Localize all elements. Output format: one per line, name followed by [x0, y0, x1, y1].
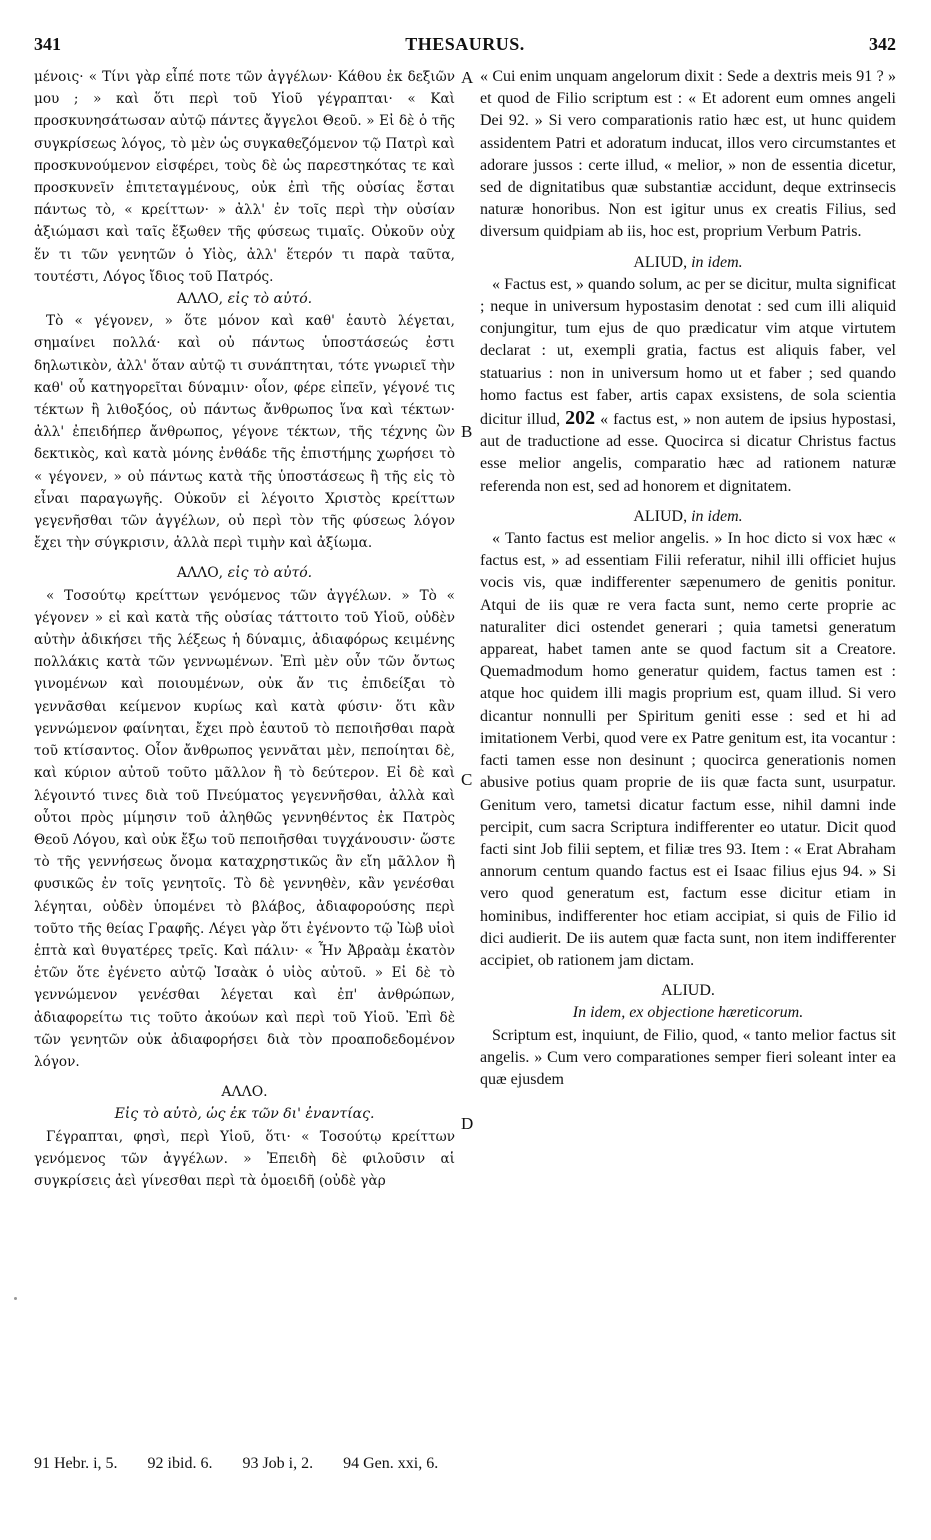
greek-paragraph: μένοις· « Τίνι γὰρ εἶπέ ποτε τῶν ἀγγέλων· Κάθου ἐκ δεξιῶν μου ; » καὶ ὅτι περὶ τοῦ Υἱοῦ γέγραπται· « Καὶ προσκυνησάτωσαν αὐτῷ πάντες ἄγγελοι Θεοῦ. » Εἰ δὲ ὁ τῆς συγκρίσεως λόγος, τὸ μὲν ὡς συγκαθεζόμενον τῷ Πατρὶ καὶ προσκυνούμενον εἰσφέρει, τοὺς δὲ ὡς παρεστηκότας τε καὶ προσκυνεῖν ἐπιτεταγμένους, οὐκ ἐπὶ τῆς οὐσίας ἔσται πάντως τὸ, « κρείττων· » ἀλλ' ἐν τοῖς περὶ τὴν οὐσίαν ἀξιώμασι καὶ ταῖς ἔξωθεν τῆς φύσεως τιμαῖς. Οὐκοῦν οὐχ ἕν τι τῶν γενητῶν ὁ Υἱὸς, ἀλλ' ἕτερόν τι παρὰ ταῦτα, τουτέστι, Λόγος ἴδιος τοῦ Πατρός. [34, 69, 455, 285]
footnote: 92 ibid. 6. [147, 1455, 213, 1472]
footnotes [34, 1455, 734, 1473]
latin-heading [480, 252, 896, 274]
greek-section-2 [34, 288, 455, 554]
inline-page-number: 202 [565, 407, 596, 430]
greek-paragraph: « Τοσούτῳ κρείττων γενόμενος τῶν ἀγγέλων. » Τὸ « γέγονεν » εἰ καὶ κατὰ τῆς οὐσίας τάττοιτο τοῦ Υἱοῦ, οὐδὲν αὐτὴν ἀδικήσει τῆς λέξεως ἡ δύναμις, ἀδιαφόρως κειμένης πολλάκις κατὰ τῶν γεννωμένων. Ἐπὶ μὲν οὖν τῶν ὄντως γινομένων καὶ ποιουμένων, οὐκ ἄν τις ἐπιδείξαι τὸ γεννᾶσθαι κείμενον κυρίως καὶ κατὰ φύσιν· ὅτι κἂν γεννώμενον φαίνηται, ἔχει πρὸ ἑαυτοῦ τὸ πεποιῆσθαι παρὰ τοῦ κτίσαντος. Οἷον ἄνθρωπος γεννᾶται μὲν, πεποίηται δὲ, καὶ κύριον αὐτοῦ τοῦτο μᾶλλον ἢ τὸ δεύτερον. Εἰ δὲ καὶ λέγοιντό τινες διὰ τοῦ Πνεύματος γεγεννῆσθαι, ἀλλὰ καὶ οὗτοι πρὸς μίμησιν τοῦ ἀληθῶς γεννηθέντος ἐκ Πατρὸς Θεοῦ Λόγου, καὶ οὐκ ἔξω τοῦ πεποιῆσθαι τυγχάνουσιν· ὥστε τὸ τῆς γεννήσεως ὄνομα καταχρηστικῶς ἂν εἴη μᾶλλον ἢ φυσικῶς ἐν τοῖς γενητοῖς. Τὸ δὲ γεννηθὲν, κἂν γενέσθαι λέγηται, οὐδὲν ὑπομένει τὸ βλάβος, ἀδιαφορούσης περὶ τοῦτο τῆς θείας Γραφῆς. Λέγει γὰρ ὅτι ἐγένοντο τῷ Ἰὼβ υἱοὶ ἑπτὰ καὶ θυγατέρες τρεῖς. Καὶ πάλιν· « Ἦν Ἀβραὰμ ἑκατὸν ἐτῶν ὅτε ἐγένετο αὐτῷ Ἰσαὰκ ὁ υἱὸς αὐτοῦ. » Εἰ δὲ τὸ γεννώμενον γενέσθαι λέγεται καὶ ἐπ' ἀνθρώπων, ἀδιαφορείτω τις τοῦτο ἀκούων καὶ περὶ τοῦ Υἱοῦ. Ἐπὶ δὲ τῶν γενητῶν οὐκ ἀδιαφορήσει διὰ τὸν προαποδεδομένον λόγον. [34, 587, 455, 1070]
greek-heading: ΑΛΛΟ. [221, 1084, 268, 1101]
margin-marker-a: A [461, 68, 474, 87]
footnote: 91 Hebr. i, 5. [34, 1455, 118, 1472]
greek-heading-italic: εἰς τὸ αὐτό. [227, 291, 313, 308]
latin-section-2 [480, 252, 896, 498]
greek-subheading: Εἰς τὸ αὐτὸ, ὡς ἐκ τῶν δι' ἐναντίας. [114, 1106, 375, 1123]
greek-section-4 [34, 1081, 455, 1192]
latin-section-4 [480, 980, 896, 1091]
greek-heading [34, 562, 455, 584]
greek-heading-main: ΑΛΛΟ, [176, 565, 224, 582]
greek-heading [34, 288, 455, 310]
greek-section-3 [34, 562, 455, 1073]
print-speck [14, 1297, 17, 1300]
latin-paragraph: Scriptum est, inquiunt, de Filio, quod, « tanto melior factus sit angelis. » Cum vero comparationes semper fieri soleant inter ea quæ ejusdem [480, 1026, 896, 1088]
latin-paragraph [480, 274, 896, 498]
latin-heading-italic: in idem. [691, 507, 743, 525]
latin-heading-main: ALIUD, [633, 253, 688, 271]
latin-paragraph-part-b: « factus est, » non autem de ipsius hypostasi, aut de traductione ad esse. Quocirca si dicatur Christus factus esse melior angelis, comparatio hæc ad rationem naturæ referenda non est, sed ad honorem et dignitatem. [480, 411, 897, 495]
greek-section-1 [34, 66, 455, 288]
footnote: 93 Job i, 2. [242, 1455, 314, 1472]
margin-marker-b: B [461, 422, 473, 441]
greek-heading-italic: εἰς τὸ αὐτό. [227, 565, 313, 582]
margin-marker-d: D [461, 1114, 474, 1133]
page-number-right: 342 [869, 34, 896, 54]
latin-subheading: In idem, ex objectione hæreticorum. [572, 1004, 804, 1022]
latin-section-3 [480, 506, 896, 972]
footnote: 94 Gen. xxi, 6. [343, 1455, 439, 1472]
latin-paragraph: « Cui enim unquam angelorum dixit : Sede a dextris meis 91 ? » et quod de Filio scriptum est : « Et adorent eum omnes angeli Dei 92. » Si vero comparationis ratio hæc est, ut hunc quidem assidentem Patri et adoratum inducat, illos vero circumstantes et adorare jussos : certe illud, « melior, » non de essentia dicetur, sed de dignitatibus quæ substantiæ accidunt, deque extrinsecis naturæ honoribus. Non est igitur unus ex creatis Filius, sed diversum quidpiam ab iis, hoc est, proprium Verbum Patris. [480, 68, 896, 241]
greek-paragraph: Γέγραπται, φησὶ, περὶ Υἱοῦ, ὅτι· « Τοσούτῳ κρείττων γενόμενος τῶν ἀγγέλων. » Ἐπειδὴ δὲ φιλοῦσιν αἱ συγκρίσεις ἀεὶ γίνεσθαι περὶ τὰ ὁμοειδῆ (οὐδὲ γὰρ [34, 1128, 455, 1189]
latin-column [480, 66, 896, 1091]
latin-heading: ALIUD. [661, 982, 715, 1000]
greek-column [34, 66, 455, 1192]
margin-marker-c: C [461, 770, 473, 789]
latin-section-1 [480, 66, 896, 244]
latin-paragraph-part-a: « Factus est, » quando solum, ac per se dicitur, multa significat ; neque in universum hypostasim denotat : sed cum illi aliquid conjungitur, tum ejus de quo prædicatur vim atque virtutem declarat : ut, exempli gratia, factus est aliquis faber, vel statuarius : non in universum homo ut et faber ; sed quando homo factus est faber, artis capax exsistens, de sola scientia dicitur illud, [480, 275, 896, 429]
latin-heading-italic: in idem. [691, 253, 743, 271]
running-head [34, 34, 896, 58]
greek-heading-main: ΑΛΛΟ, [176, 291, 224, 308]
page-number-left: 341 [34, 34, 61, 54]
latin-heading [480, 506, 896, 528]
latin-paragraph: « Tanto factus est melior angelis. » In hoc dicto si vox hæc « factus est, » ad essentiam Filii referatur, nihil illi officiet hujus vocis vis, quæ indifferenter sæpenumero de genitis ponitur. Atqui de iis quæ re vera facta sunt, nemo certe proprie ac naturaliter dici ostendet generari ; quia tametsi generatum appareat, habet tamen ante se quod factum sit a Creatore. Quemadmodum homo generatur quidem, factus tamen est : atque hoc quidem illi magis proprium est, quam illud. Si vero dicantur nonnulli per Spiritum geniti esse : sed et hi ad imitationem Verbi, quod vere ex Patre genitum est, ita vocantur : facti tamen esse non desinunt ; quocirca generationis nomen abusive potius quam proprie de iis quæ facta sunt, usurpatur. Genitum vero, tametsi dicatur factum esse, nihil damni inde percipit, cum sacra Scriptura indifferenter eo utatur. Dicit quod facti sint Job filii septem, et filiæ tres 93. Item : « Erat Abraham annorum centum quando factus est ei Isaac filius ejus 94. » Si vero quod generatum est, factum esse dicitur etiam in hominibus, indifferenter hoc etiam accipiat, si quis de Filio id dici audierit. De iis autem quæ facta sunt, non item indifferenter accipiet, ob rationem jam dictam. [480, 530, 896, 969]
greek-paragraph: Τὸ « γέγονεν, » ὅτε μόνον καὶ καθ' ἑαυτὸ λέγεται, σημαίνει πολλά· καὶ οὐ πάντως ὑποστάσεώς ἐστι δηλωτικὸν, ἀλλ' ὅταν αὐτῷ τι συνάπτηται, τότε γνωριεῖ τὴν καθ' οὗ κατηγορεῖται δύναμιν· οἷον, φέρε εἰπεῖν, γέγονέ τις τέκτων ἢ λιθοξόος, οὐ πάντως ἄνθρωπος ἵνα καὶ τέκτων· ἀλλ' ἐπειδήπερ ἄνθρωπος, γέγονε τέκτων, τῆς τέχνης ὢν δεκτικὸς, καὶ κατὰ μόνης ἐνθάδε τῆς ἐπιστήμης χωρήσει τὸ « γέγονεν, » οὐ πάντως κατὰ τῆς ὑποστάσεως ἢ τῆς εἰς τὸ εἶναι παραγωγῆς. Οὐκοῦν εἰ λέγοιτο Χριστὸς κρείττων γεγενῆσθαι τῶν ἀγγέλων, οὐ περὶ τὸν τῆς φύσεως λόγον ἔχει τὴν σύγκρισιν, ἀλλὰ περὶ τιμὴν καὶ ἀξίωμα. [34, 313, 455, 552]
latin-heading-main: ALIUD, [633, 507, 688, 525]
running-title: THESAURUS. [405, 34, 525, 54]
